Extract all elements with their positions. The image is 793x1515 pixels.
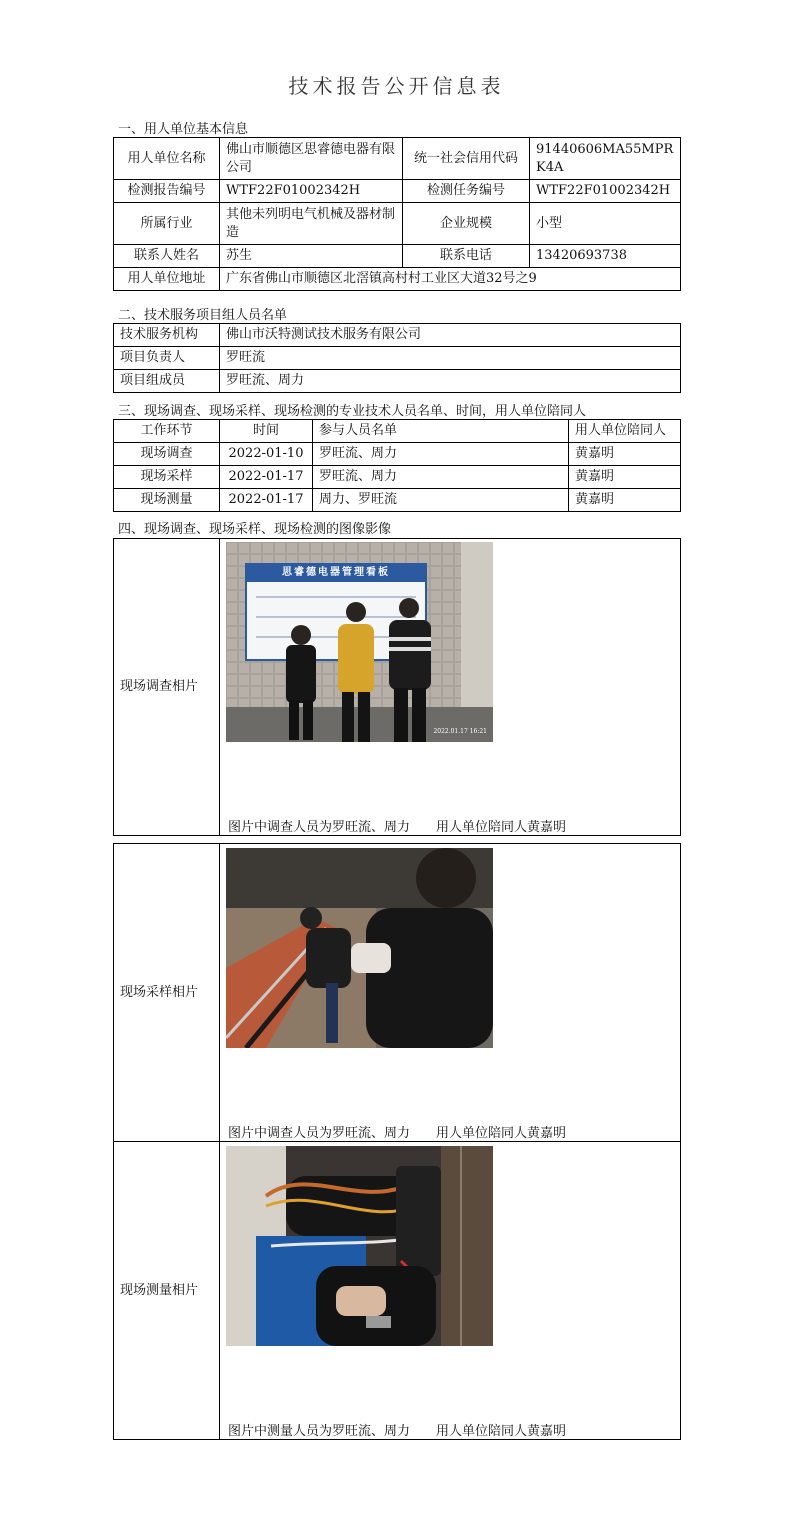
- header-stage: 工作环节: [114, 420, 220, 443]
- participants-cell: 周力、罗旺流: [313, 489, 569, 512]
- survey-photo-caption: 图片中调查人员为罗旺流、周力 用人单位陪同人黄嘉明: [228, 820, 567, 835]
- phone-label: 联系电话: [403, 245, 530, 268]
- measurement-photo-label: 现场测量相片: [114, 1142, 220, 1440]
- stage-cell: 现场测量: [114, 489, 220, 512]
- members: 罗旺流、周力: [220, 370, 681, 393]
- industry-label: 所属行业: [114, 203, 220, 245]
- org-label: 技术服务机构: [114, 324, 220, 347]
- photo-timestamp: 2022.01.17 16:21: [433, 728, 487, 735]
- header-time: 时间: [220, 420, 313, 443]
- basic-info-table: [113, 137, 681, 291]
- header-companion: 用人单位陪同人: [569, 420, 681, 443]
- unit-name-label: 用人单位名称: [114, 138, 220, 180]
- participants-cell: 罗旺流、周力: [313, 466, 569, 489]
- date-cell: 2022-01-17: [220, 466, 313, 489]
- sampling-photo-caption: 图片中调查人员为罗旺流、周力 用人单位陪同人黄嘉明: [228, 1126, 567, 1141]
- section2-heading: 二、技术服务项目组人员名单: [118, 308, 288, 323]
- contact-label: 联系人姓名: [114, 245, 220, 268]
- header-participants: 参与人员名单: [313, 420, 569, 443]
- stage-cell: 现场调查: [114, 443, 220, 466]
- report-no-label: 检测报告编号: [114, 180, 220, 203]
- page-title: 技术报告公开信息表: [288, 74, 505, 98]
- unit-name: 佛山市顺德区思睿德电器有限公司: [220, 138, 403, 180]
- survey-photo: [226, 542, 493, 742]
- table-row: [114, 443, 681, 466]
- credit-code: 91440606MA55MPRK4A: [530, 138, 681, 180]
- companion-cell: 黄嘉明: [569, 443, 681, 466]
- onsite-staff-table: [113, 419, 681, 512]
- task-no-label: 检测任务编号: [403, 180, 530, 203]
- board-title: 思睿德电器管理看板: [282, 567, 390, 578]
- leader: 罗旺流: [220, 347, 681, 370]
- measurement-photo: [226, 1146, 493, 1346]
- stage-cell: 现场采样: [114, 466, 220, 489]
- org: 佛山市沃特测试技术服务有限公司: [220, 324, 681, 347]
- date-cell: 2022-01-10: [220, 443, 313, 466]
- task-no: WTF22F01002342H: [530, 180, 681, 203]
- phone: 13420693738: [530, 245, 681, 268]
- report-no: WTF22F01002342H: [220, 180, 403, 203]
- contact: 苏生: [220, 245, 403, 268]
- leader-label: 项目负责人: [114, 347, 220, 370]
- section4-heading: 四、现场调查、现场采样、现场检测的图像影像: [118, 522, 392, 537]
- section3-heading: 三、现场调查、现场采样、现场检测的专业技术人员名单、时间，用人单位陪同人: [118, 404, 587, 419]
- section1-heading: 一、用人单位基本信息: [118, 122, 249, 137]
- date-cell: 2022-01-17: [220, 489, 313, 512]
- sampling-photo-label: 现场采样相片: [114, 844, 220, 1142]
- table-row: [114, 489, 681, 512]
- companion-cell: 黄嘉明: [569, 489, 681, 512]
- sampling-photo: [226, 848, 493, 1048]
- credit-code-label: 统一社会信用代码: [403, 138, 530, 180]
- participants-cell: 罗旺流、周力: [313, 443, 569, 466]
- table-row: [114, 466, 681, 489]
- address: 广东省佛山市顺德区北滘镇高村村工业区大道32号之9: [220, 268, 681, 291]
- scale: 小型: [530, 203, 681, 245]
- companion-cell: 黄嘉明: [569, 466, 681, 489]
- members-label: 项目组成员: [114, 370, 220, 393]
- measurement-photo-caption: 图片中测量人员为罗旺流、周力 用人单位陪同人黄嘉明: [228, 1424, 567, 1439]
- industry: 其他未列明电气机械及器材制造: [220, 203, 403, 245]
- project-team-table: [113, 323, 681, 393]
- address-label: 用人单位地址: [114, 268, 220, 291]
- survey-photo-label: 现场调查相片: [114, 539, 220, 836]
- scale-label: 企业规模: [403, 203, 530, 245]
